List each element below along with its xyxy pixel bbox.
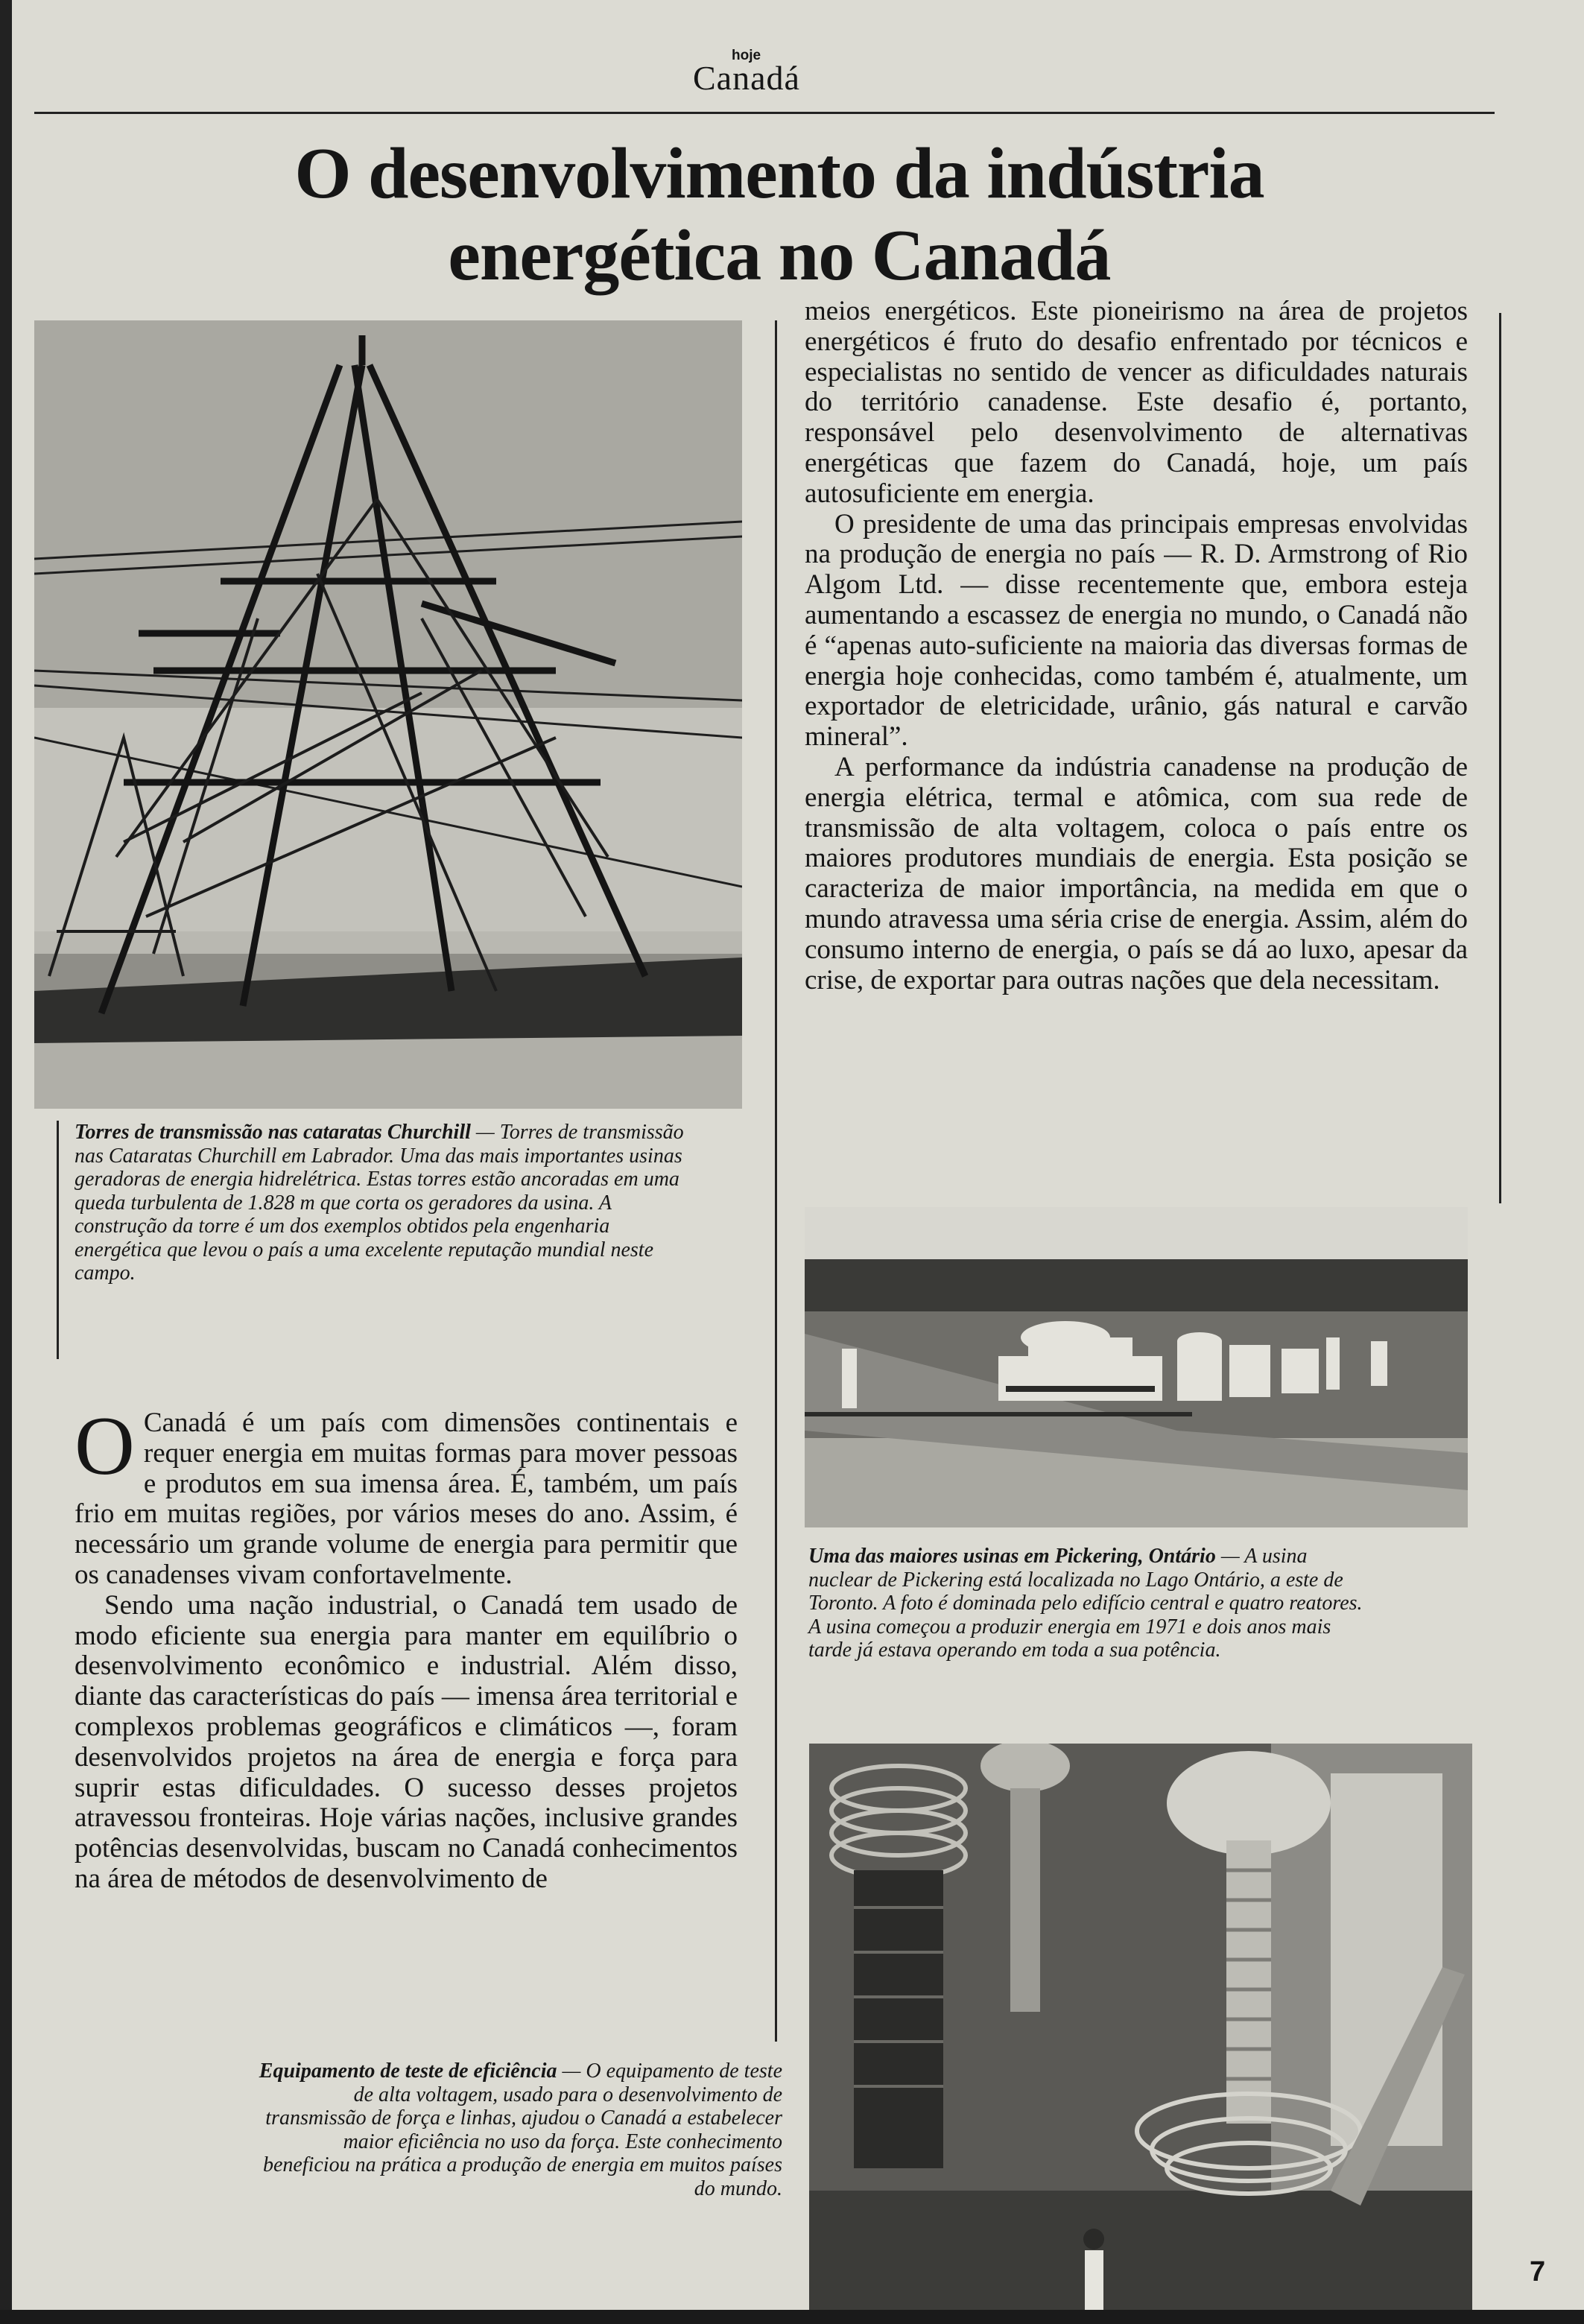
drop-cap: O: [75, 1400, 135, 1492]
masthead: [693, 48, 842, 100]
pickering-plant-photo: [805, 1207, 1468, 1527]
column-rule-right: [1499, 313, 1501, 1203]
page-edge-shadow: [0, 0, 12, 2324]
article-right-column: [805, 297, 1468, 995]
headline-line-2: energética no Canadá: [448, 215, 1111, 296]
article-paragraph: O Canadá é um país com dimensões continentais e requer energia em muitas formas para mover pessoas e produtos em sua imensa área. É, também, um país frio em muitas regiões, por vários meses do ano. Assim, é necessário um grande volume de energia para permitir que os canadenses vivam confortavelmente.: [75, 1400, 738, 1590]
headline: [34, 133, 1524, 297]
headline-line-1: O desenvolvimento da indústria: [294, 133, 1264, 214]
towers-caption-title: Torres de transmissão nas cataratas Churchill: [75, 1121, 471, 1144]
equipment-caption-title: Equipamento de teste de eficiência: [259, 2059, 557, 2083]
masthead-name: Canadá: [693, 59, 800, 97]
column-rule-center: [775, 320, 777, 2042]
transmission-towers-photo: [34, 320, 742, 1109]
equipment-caption-body: — O equipamento de teste de alta voltagem, usado para o desenvolvimento de transmissão de força e linhas, ajudou o Canadá a estabelecer maior eficiência no uso da força. Este conhecimento beneficiou na prática a produção de energia em muitos países do mundo.: [262, 2059, 782, 2200]
towers-caption-rule: [57, 1121, 59, 1359]
test-equipment-photo: [809, 1744, 1472, 2324]
masthead-overlay: hoje: [732, 48, 761, 63]
pickering-caption: [808, 1545, 1375, 1662]
header-rule: [34, 112, 1495, 114]
article-paragraph: meios energéticos. Este pioneirismo na área de projetos energéticos é fruto do desafio enfrentado por técnicos e especialistas no sentido de vencer as dificuldades naturais do território canadense. Este desafio é, portanto, responsável pelo desenvolvimento de alternativas energéticas que fazem do Canadá, hoje, um país autosuficiente em energia.: [805, 296, 1468, 509]
article-paragraph: O presidente de uma das principais empresas envolvidas na produção de energia no país — R. D. Armstrong of Rio Algom Ltd. — disse recentemente que, embora esteja aumentando a escassez de energia no mundo, o Canadá não é “apenas auto-suficiente na maioria das diversas formas de energia hoje conhecidas, como também é, atualmente, um exportador de eletricidade, urânio, gás natural e carvão mineral”.: [805, 508, 1468, 753]
pickering-caption-body: — A usina nuclear de Pickering está localizada no Lago Ontário, a este de Toronto. A foto é dominada pelo edifício central e quatro reatores. A usina começou a produzir energia em 1971 e dois anos mais tarde já estava operando em toda a sua potência.: [808, 1545, 1363, 1662]
article-left-column: [75, 1400, 738, 1895]
article-paragraph: Sendo uma nação industrial, o Canadá tem usado de modo eficiente sua energia para manter em equilíbrio o desenvolvimento econômico e industrial. Além disso, diante das características do país — imensa área territorial e complexos problemas geográficos e climáticos —, foram desenvolvidos projetos na área de energia e força para suprir estas dificuldades. O sucesso desses projetos atravessou fronteiras. Hoje várias nações, inclusive grandes potências desenvolvidas, buscam no Canadá conhecimentos na área de métodos de desenvolvimento de: [75, 1589, 738, 1894]
pickering-caption-title: Uma das maiores usinas em Pickering, Ontário: [808, 1545, 1216, 1568]
page-bottom-edge: [0, 2310, 1584, 2324]
article-paragraph: A performance da indústria canadense na produção de energia elétrica, termal e atômica, com sua rede de transmissão de alta voltagem, coloca o país entre os maiores produtores mundiais de energia. Esta posição se caracteriza de maior importância, na medida em que o mundo atravessa uma séria crise de energia. Assim, além do consumo interno de energia, o país se dá ao luxo, apesar da crise, de exportar para outras nações que dela necessitam.: [805, 751, 1468, 995]
towers-caption: [75, 1121, 685, 1285]
towers-caption-body: — Torres de transmissão nas Cataratas Churchill em Labrador. Uma das mais importantes usinas geradoras de energia hidrelétrica. Estas torres estão ancoradas em uma queda turbulenta de 1.828 m que corta os geradores da usina. A construção da torre é um dos exemplos obtidos pela engenharia energética que levou o país a uma excelente reputação mundial neste campo.: [75, 1121, 684, 1285]
page-number: 7: [1530, 2256, 1546, 2287]
equipment-caption: [253, 2059, 782, 2200]
